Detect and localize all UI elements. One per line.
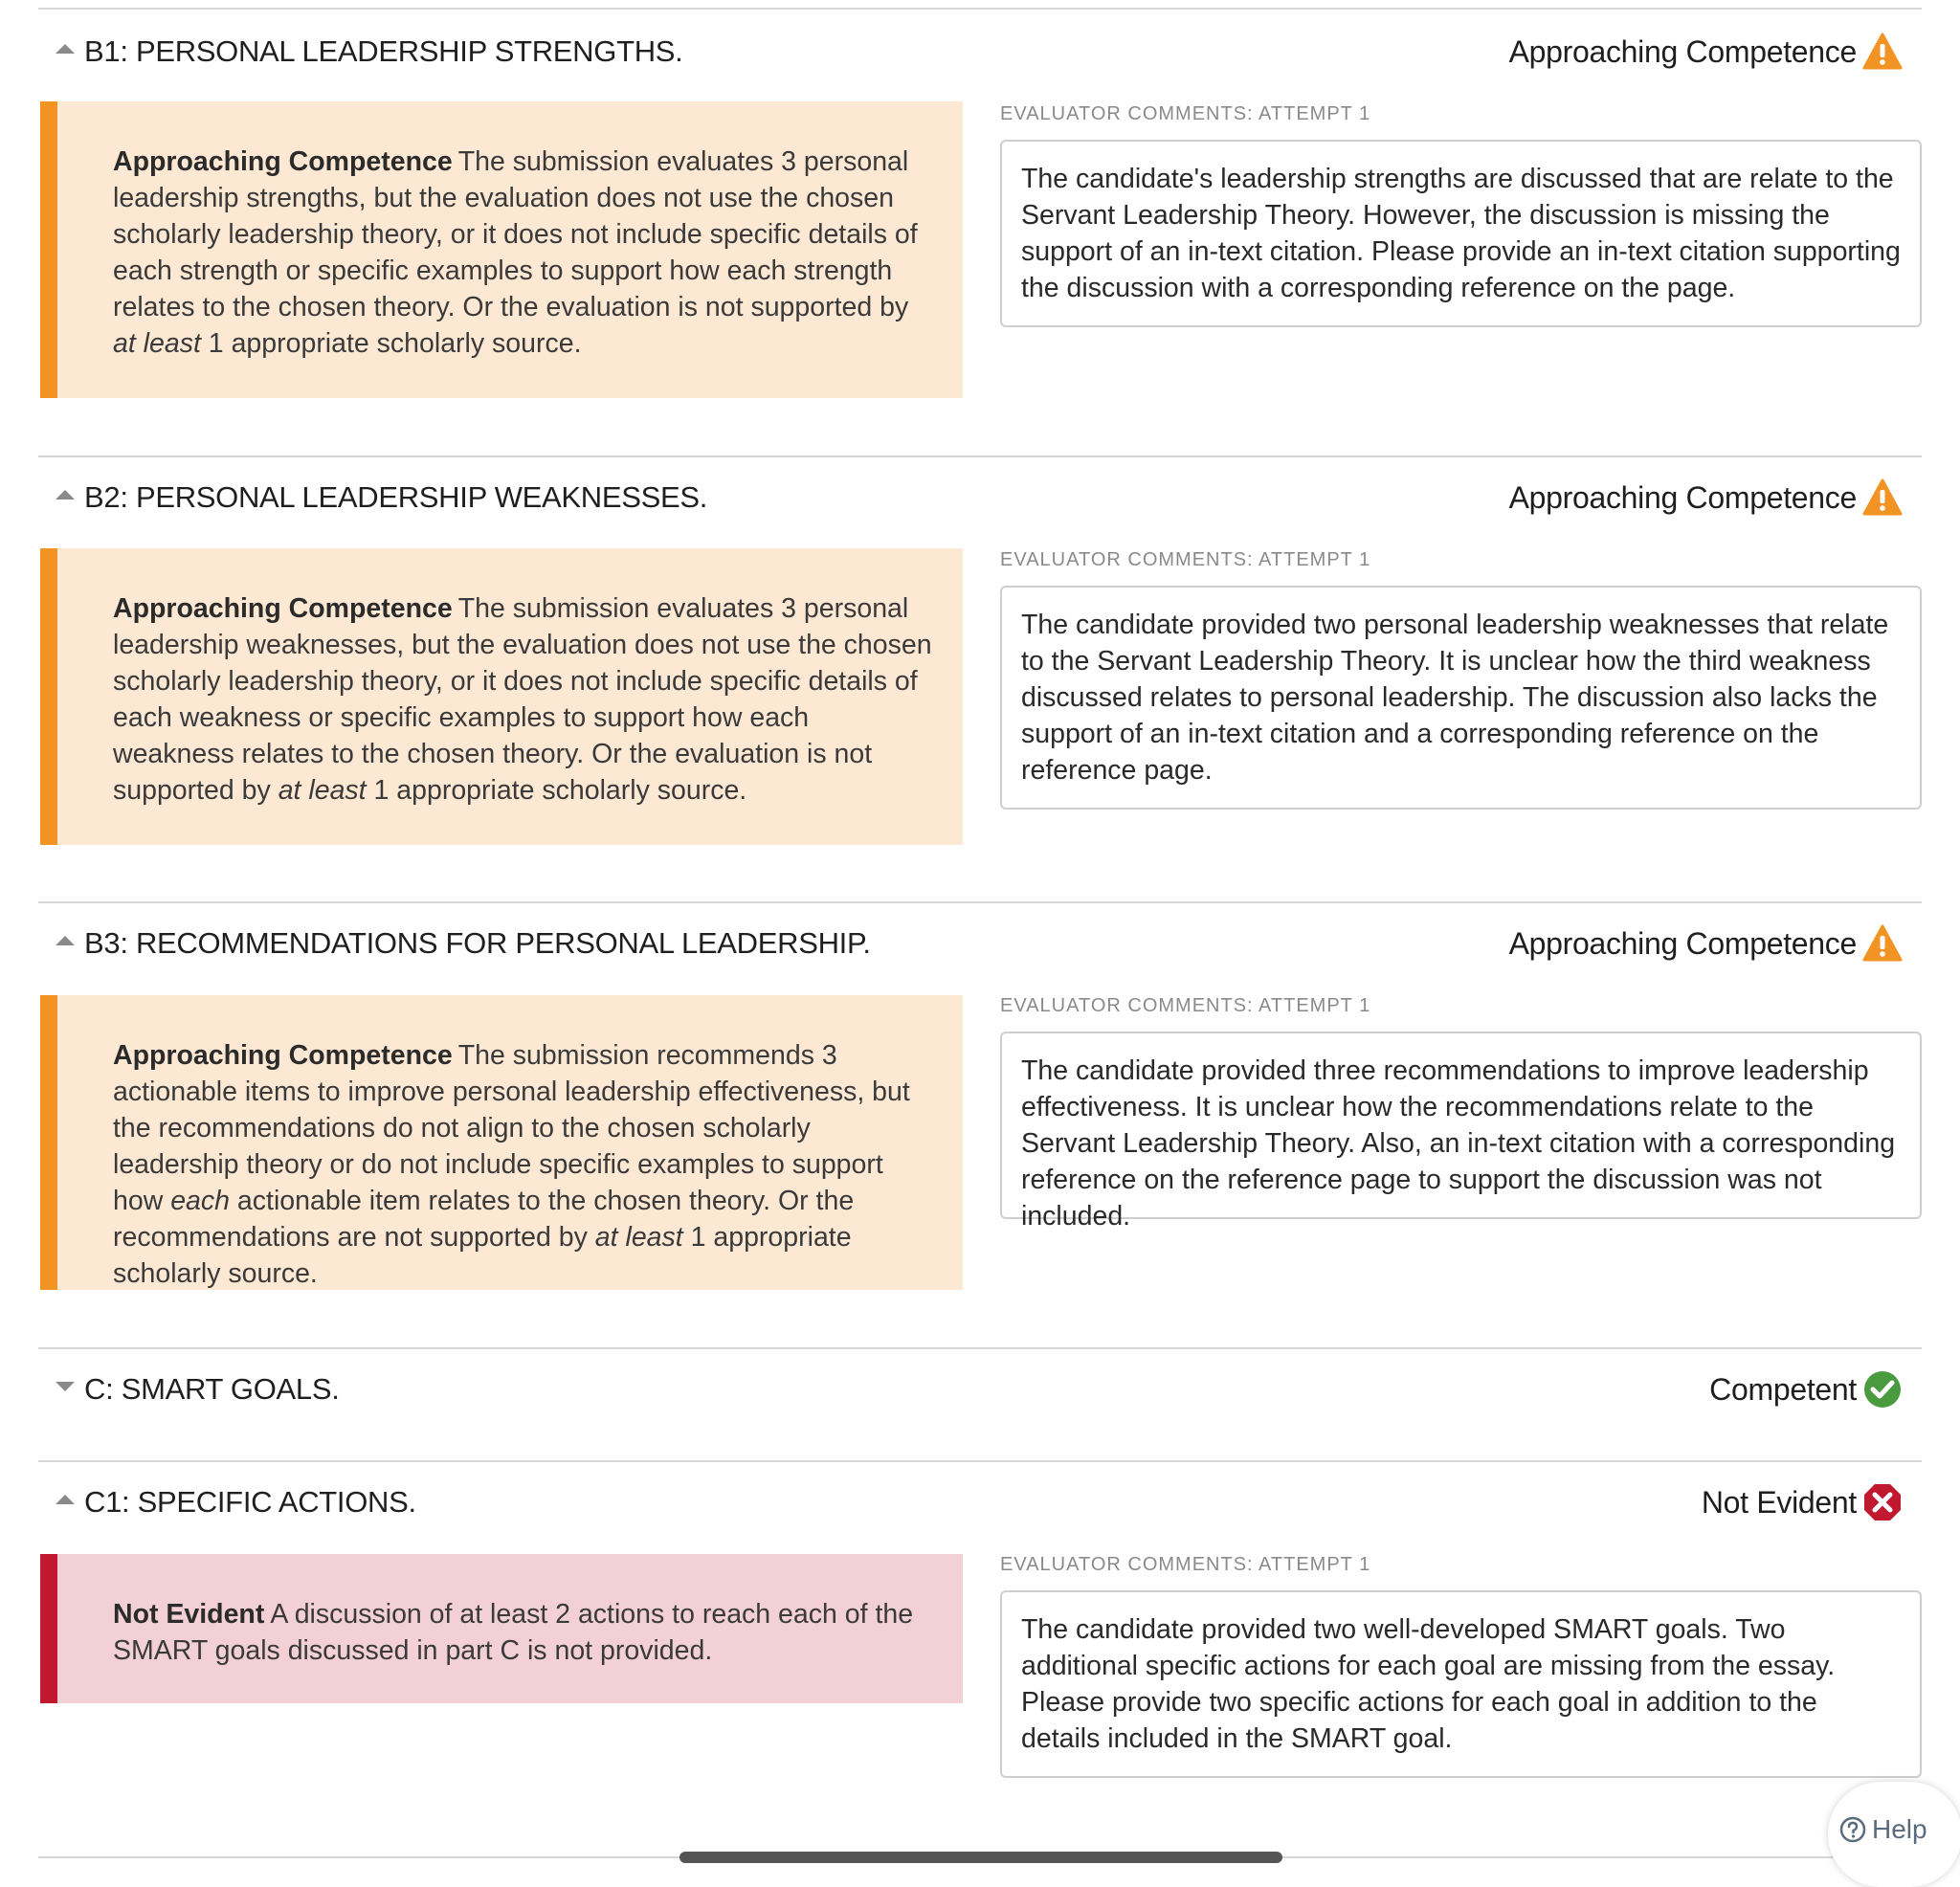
status-indicator — [1509, 23, 1903, 80]
evaluator-comments-label: EVALUATOR COMMENTS: ATTEMPT 1 — [1000, 1554, 1371, 1575]
section-title: B2: PERSONAL LEADERSHIP WEAKNESSES. — [84, 480, 708, 514]
rubric-text: 1 appropriate scholarly source. — [366, 775, 747, 806]
rubric-description — [40, 995, 963, 1290]
section-header-c1[interactable] — [38, 1474, 1922, 1531]
rubric-text: The submission recommends 3 actionable items to improve personal leadership effectiveness, but the recommendations do not align to the chosen scholarly leadership theory or do not include specific examples to support how — [113, 1040, 910, 1216]
caret-up-icon[interactable] — [56, 1495, 75, 1504]
help-inner — [1839, 1814, 1927, 1845]
caret-up-icon[interactable] — [56, 936, 75, 945]
section-header-c[interactable] — [38, 1361, 1922, 1418]
rubric-level: Approaching Competence — [113, 593, 453, 624]
rubric-text: A discussion of at least 2 actions to reach each of the SMART goals discussed in part C is not provided. — [113, 1599, 914, 1666]
rubric-description — [40, 101, 963, 398]
rubric-text: The submission evaluates 3 personal leadership weaknesses, but the evaluation does not use the chosen scholarly leadership theory, or it does not include specific details of each weakness or specific examples to support how each weakness relates to the chosen theory. Or the evaluation is not supported by — [113, 593, 932, 806]
question-circle-icon — [1839, 1816, 1866, 1843]
caret-up-icon[interactable] — [56, 44, 75, 54]
section-divider — [38, 1347, 1922, 1349]
status-indicator — [1709, 1361, 1903, 1418]
status-indicator — [1509, 915, 1903, 972]
status-label: Competent — [1709, 1371, 1857, 1407]
rubric-emphasis: each — [170, 1186, 231, 1216]
warning-icon — [1862, 923, 1903, 964]
evaluator-comments-label: EVALUATOR COMMENTS: ATTEMPT 1 — [1000, 103, 1371, 124]
status-label: Approaching Competence — [1508, 479, 1857, 515]
rubric-level: Approaching Competence — [113, 146, 453, 177]
warning-icon — [1862, 32, 1903, 72]
evaluator-comment: The candidate provided three recommendations to improve leadership effectiveness. It is unclear how the recommendations relate to the Servant Leadership Theory. Also, an in-text citation with a corresponding reference on the reference page to support the discussion was not included. — [1000, 1032, 1922, 1219]
status-label: Approaching Competence — [1508, 925, 1857, 961]
warning-icon — [1862, 477, 1903, 518]
status-label: Approaching Competence — [1508, 33, 1857, 69]
rubric-text: 1 appropriate scholarly source. — [113, 1222, 852, 1289]
section-header-b3[interactable] — [38, 915, 1922, 972]
evaluator-comments-label: EVALUATOR COMMENTS: ATTEMPT 1 — [1000, 995, 1371, 1016]
rubric-description — [40, 548, 963, 845]
rubric-text: actionable item relates to the chosen theory. Or the recommendations are not supported by — [113, 1186, 855, 1253]
section-divider — [38, 455, 1922, 457]
rubric-emphasis: at least — [113, 328, 201, 359]
check-circle-icon — [1862, 1369, 1903, 1410]
rubric-level: Not Evident — [113, 1599, 265, 1630]
status-indicator — [1509, 469, 1903, 526]
section-title: C: SMART GOALS. — [84, 1372, 340, 1406]
section-divider — [38, 8, 1922, 10]
status-indicator — [1702, 1474, 1903, 1531]
evaluator-comment: The candidate provided two personal leadership weaknesses that relate to the Servant Leadership Theory. It is unclear how the third weakness discussed relates to personal leadership. The discussion also lacks the support of an in-text citation and a corresponding reference on the reference page. — [1000, 586, 1922, 810]
rubric-text: 1 appropriate scholarly source. — [200, 328, 582, 359]
section-title: B1: PERSONAL LEADERSHIP STRENGTHS. — [84, 34, 683, 68]
evaluator-comment: The candidate provided two well-developed SMART goals. Two additional specific actions for each goal are missing from the essay. Please provide two specific actions for each goal in addition to the details included in the SMART goal. — [1000, 1590, 1922, 1778]
section-title: B3: RECOMMENDATIONS FOR PERSONAL LEADERSHIP. — [84, 926, 871, 960]
section-divider — [38, 901, 1922, 903]
rubric-level: Approaching Competence — [113, 1040, 453, 1071]
section-header-b1[interactable] — [38, 23, 1922, 80]
status-label: Not Evident — [1701, 1484, 1857, 1520]
evaluator-comments-label: EVALUATOR COMMENTS: ATTEMPT 1 — [1000, 549, 1371, 570]
horizontal-scrollbar[interactable] — [679, 1852, 1282, 1863]
rubric-description — [40, 1554, 963, 1703]
help-label: Help — [1872, 1814, 1927, 1844]
caret-down-icon[interactable] — [56, 1382, 75, 1391]
help-button[interactable] — [1828, 1782, 1960, 1887]
section-divider — [38, 1460, 1922, 1462]
rubric-emphasis: at least — [278, 775, 367, 806]
evaluator-comment: The candidate's leadership strengths are discussed that are relate to the Servant Leadership Theory. However, the discussion is missing the support of an in-text citation. Please provide an in-text citation supporting the discussion with a corresponding reference on the page. — [1000, 140, 1922, 327]
section-title: C1: SPECIFIC ACTIONS. — [84, 1485, 416, 1519]
rubric-text: The submission evaluates 3 personal leadership strengths, but the evaluation does not use the chosen scholarly leadership theory, or it does not include specific details of each strength or specific examples to support how each strength relates to the chosen theory. Or the evaluation is not supported by — [113, 146, 918, 322]
error-x-icon — [1862, 1482, 1903, 1522]
caret-up-icon[interactable] — [56, 490, 75, 500]
rubric-emphasis: at least — [594, 1222, 683, 1253]
section-header-b2[interactable] — [38, 469, 1922, 526]
